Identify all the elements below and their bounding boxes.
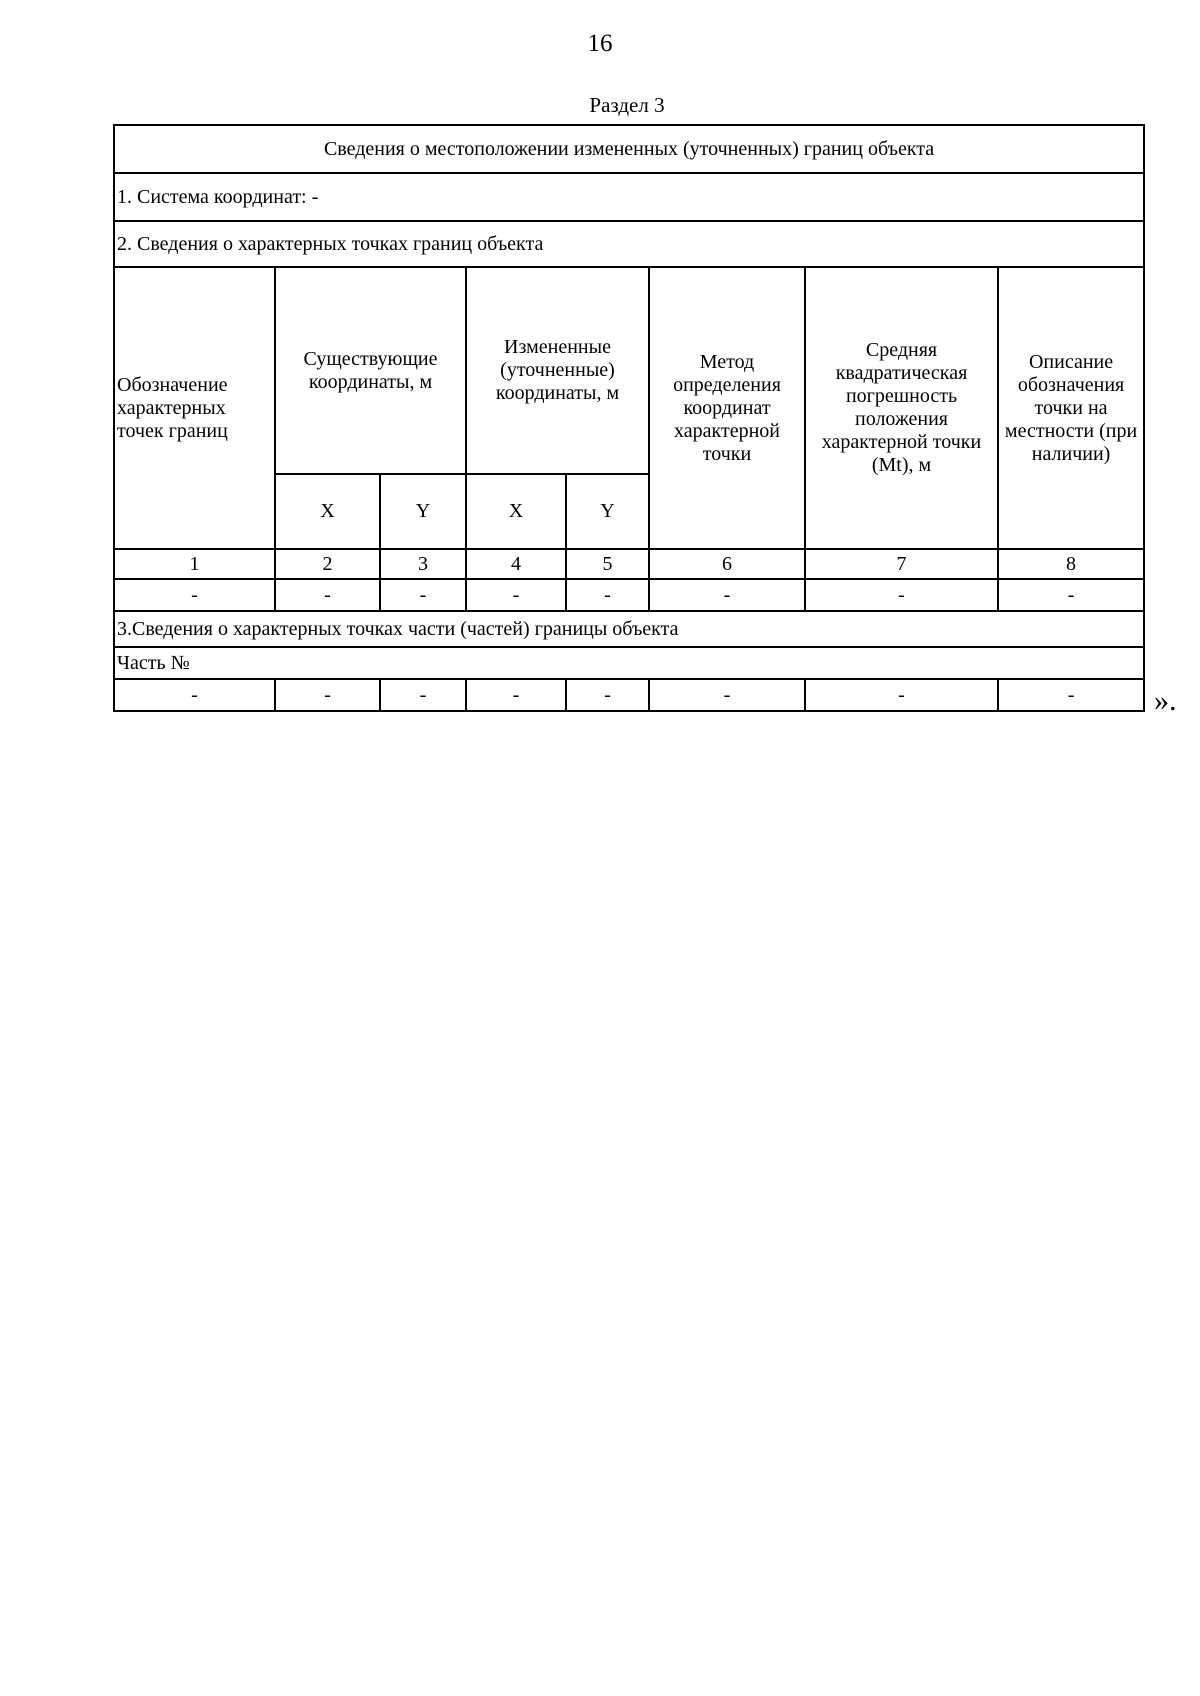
table-cell: - <box>380 579 466 611</box>
table-title: Сведения о местоположении измененных (уточненных) границ объекта <box>114 125 1144 173</box>
table-cell: - <box>466 679 566 711</box>
table-cell: - <box>998 679 1144 711</box>
parts-row <box>114 679 1144 711</box>
table-cell: - <box>805 579 998 611</box>
header-method: Метод определения координат характерной точки <box>649 267 805 549</box>
column-number: 2 <box>275 549 380 579</box>
table-cell: - <box>566 679 649 711</box>
table-cell: - <box>998 579 1144 611</box>
table-cell: - <box>649 579 805 611</box>
table-cell: - <box>275 679 380 711</box>
header-changed-coords: Измененные (уточненные) координаты, м <box>466 267 649 474</box>
column-number: 7 <box>805 549 998 579</box>
column-number: 1 <box>114 549 275 579</box>
page-number: 16 <box>587 30 613 57</box>
table-cell: - <box>466 579 566 611</box>
table-cell: - <box>805 679 998 711</box>
closing-quote: ». <box>1154 684 1177 717</box>
points-heading: 2. Сведения о характерных точках границ объекта <box>114 221 1144 267</box>
header-existing-y: Y <box>380 474 466 549</box>
coordinate-system: 1. Система координат: - <box>114 173 1144 221</box>
boundary-info-table <box>113 124 1145 712</box>
header-designation: Обозначение характерных точек границ <box>114 267 275 549</box>
column-number: 4 <box>466 549 566 579</box>
column-number: 5 <box>566 549 649 579</box>
header-error: Средняя квадратическая погрешность положения характерной точки (Mt), м <box>805 267 998 549</box>
header-existing-coords: Существующие координаты, м <box>275 267 466 474</box>
parts-heading: 3.Сведения о характерных точках части (частей) границы объекта <box>114 611 1144 647</box>
table-cell: - <box>114 579 275 611</box>
header-existing-x: X <box>275 474 380 549</box>
table-cell: - <box>114 679 275 711</box>
column-number: 8 <box>998 549 1144 579</box>
table-cell: - <box>566 579 649 611</box>
header-changed-y: Y <box>566 474 649 549</box>
header-changed-x: X <box>466 474 566 549</box>
header-description: Описание обозначения точки на местности (при наличии) <box>998 267 1144 549</box>
column-number-row <box>114 549 1144 579</box>
points-row <box>114 579 1144 611</box>
section-title: Раздел 3 <box>589 93 665 117</box>
column-number: 6 <box>649 549 805 579</box>
part-label: Часть № <box>114 647 1144 679</box>
table-cell: - <box>380 679 466 711</box>
column-number: 3 <box>380 549 466 579</box>
table-cell: - <box>649 679 805 711</box>
table-cell: - <box>275 579 380 611</box>
